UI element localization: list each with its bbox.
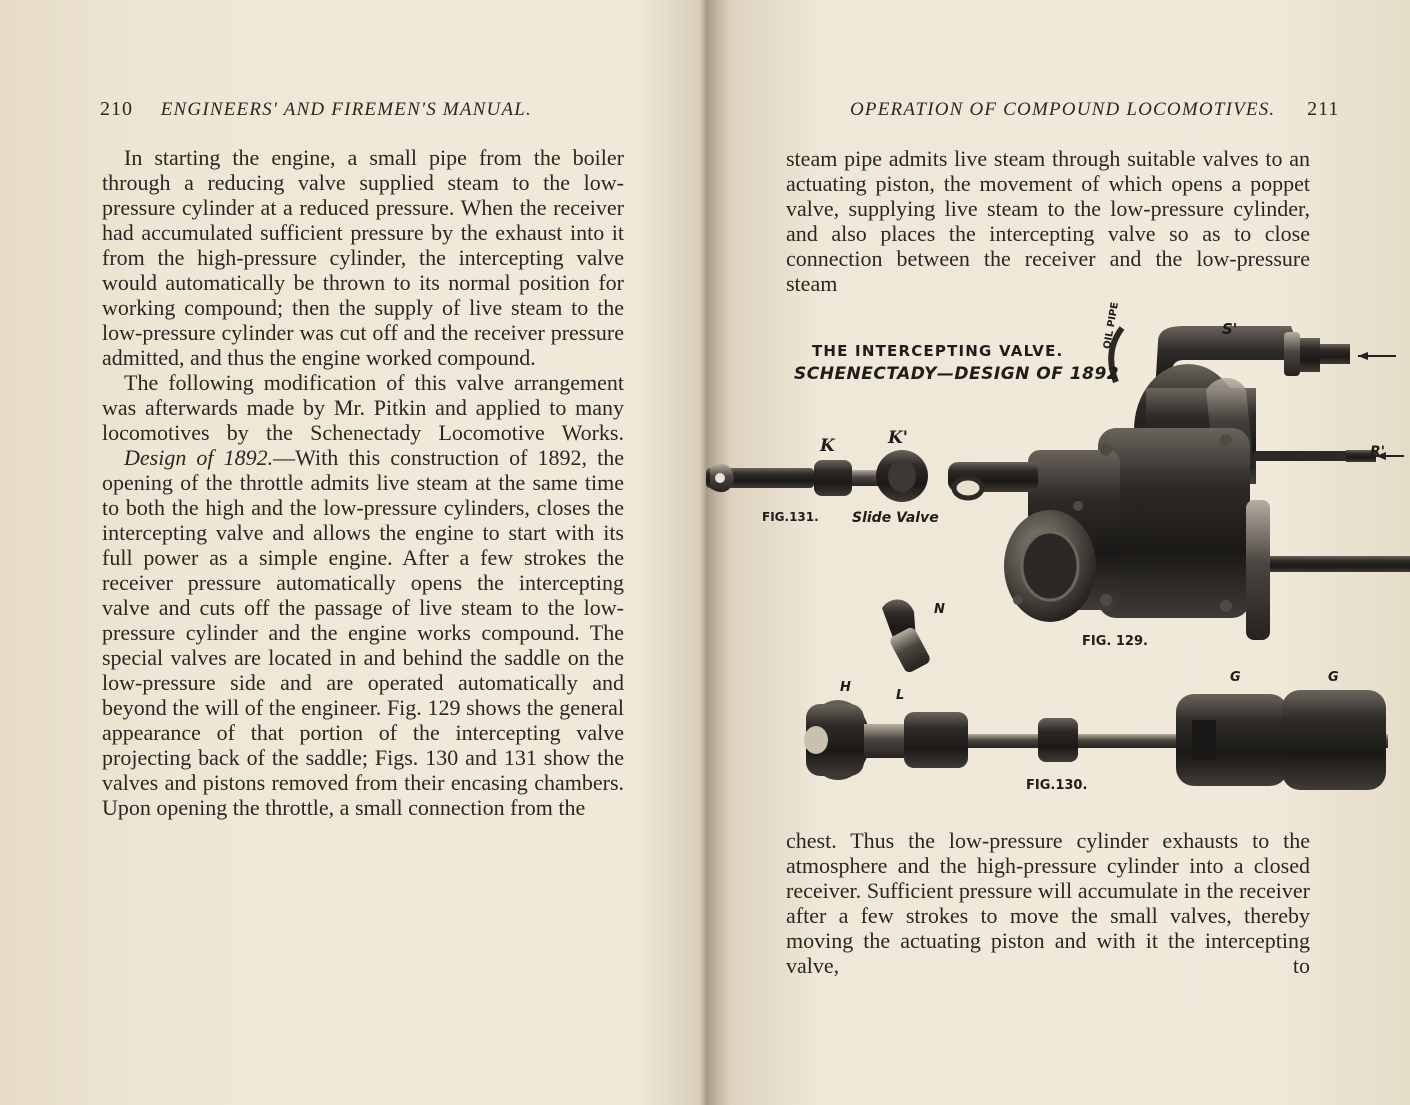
- left-body-text: [102, 145, 624, 820]
- left-running-title: ENGINEERS' AND FIREMEN'S MANUAL.: [160, 99, 533, 120]
- label-k-prime: K': [888, 428, 908, 448]
- right-page: [706, 0, 1410, 1105]
- right-page-number: 211: [1307, 98, 1340, 120]
- right-top-text: [786, 146, 1310, 296]
- paragraph-body: —With this construction of 1892, the opening of the throttle admits live steam at the same time to both the high and the low-pressure cylinders, closes the intercepting valve and allows the engine to start with its full power as a simple engine. After a few strokes the receiver pressure automatically opens the intercepting valve and cuts off the passage of live steam to the low-pressure cylinder and the engine works compound. The special valves are located in and behind the saddle on the low-pressure side and are operated automatically and beyond the will of the engineer. Fig. 129 shows the general appearance of that portion of the intercepting valve projecting back of the saddle; Figs. 130 and 131 show the valves and pistons removed from their encasing chambers. Upon opening the throttle, a small connection from the: [102, 445, 624, 820]
- left-running-head: [100, 98, 532, 121]
- paragraph: [102, 445, 624, 820]
- label-r-prime: R': [1370, 444, 1386, 460]
- label-g-left: G: [1230, 670, 1241, 685]
- label-g-right: G: [1328, 670, 1339, 685]
- italic-lead: Design of 1892.: [124, 445, 274, 470]
- figure-caption-subtitle: SCHENECTADY—DESIGN OF 1892: [794, 364, 1120, 384]
- label-k: K: [820, 436, 835, 456]
- slide-valve-label: Slide Valve: [852, 510, 939, 526]
- label-h: H: [840, 680, 851, 695]
- label-s-prime: S': [1222, 320, 1238, 338]
- figure-caption-title: THE INTERCEPTING VALVE.: [812, 342, 1064, 360]
- label-n: N: [934, 602, 945, 617]
- intercepting-valve-figure: [706, 300, 1410, 820]
- oil-pipe-label: OIL PIPE: [1102, 301, 1122, 350]
- fig131-drawing: [706, 450, 928, 502]
- paragraph: steam pipe admits live steam through suitable valves to an actuating piston, the movement of which opens a poppet valve, supplying live steam to the low-pressure cylinder, and also places the intercepting valve so as to close connection between the receiver and the low-pressure steam: [786, 146, 1310, 296]
- left-page-number: 210: [100, 98, 133, 120]
- paragraph: chest. Thus the low-pressure cylinder exhausts to the atmosphere and the high-pressure cylinder into a closed receiver. Sufficient pressure will accumulate in the receiver after a few strokes to move the small valves, thereby moving the actuating piston and with it the intercepting valve, to: [786, 828, 1310, 978]
- right-bottom-text: [786, 828, 1310, 978]
- fig129-caption: FIG. 129.: [1082, 634, 1148, 649]
- right-running-head: [850, 98, 1339, 121]
- paragraph: In starting the engine, a small pipe from the boiler through a reducing valve supplied steam to the low-pressure cylinder at a reduced pressure. When the receiver had accumulated sufficient pressure by the exhaust into it from the high-pressure cylinder, the intercepting valve would automatically be thrown to its normal position for working compound; then the supply of live steam to the low-pressure cylinder was cut off and the receiver pressure admitted, and thus the engine worked compound.: [102, 145, 624, 370]
- fig130-caption: FIG.130.: [1026, 778, 1088, 793]
- fig131-caption: FIG.131.: [762, 510, 819, 524]
- right-running-title: OPERATION OF COMPOUND LOCOMOTIVES.: [850, 99, 1276, 120]
- label-l: L: [896, 688, 905, 703]
- fig130-drawing: [804, 599, 1388, 790]
- paragraph: The following modification of this valve arrangement was afterwards made by Mr. Pitkin and applied to many locomotives by the Schenectady Locomotive Works.: [102, 370, 624, 445]
